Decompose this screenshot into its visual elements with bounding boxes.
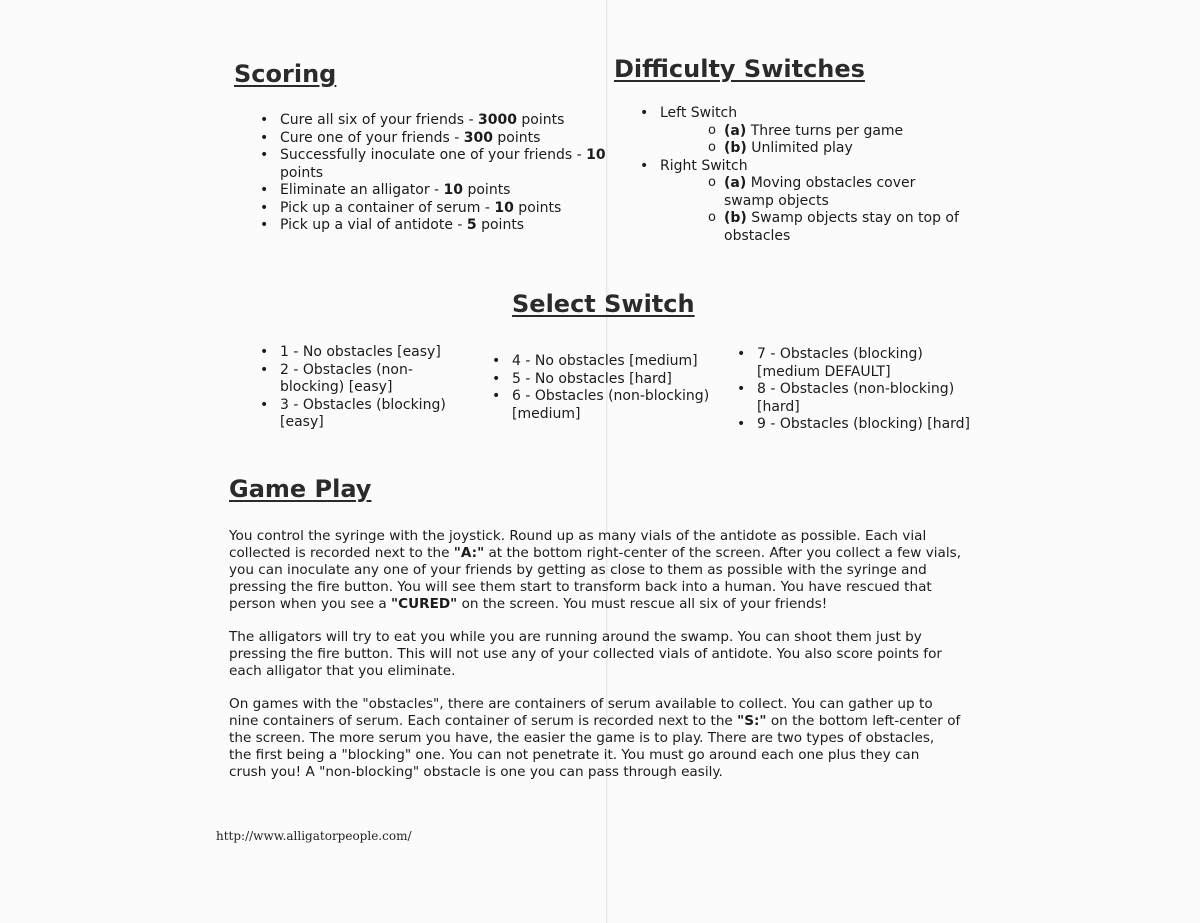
list-item: • 5 - No obstacles [hard] bbox=[492, 371, 712, 389]
select-col-3 bbox=[737, 346, 977, 434]
list-item: • Eliminate an alligator - 10 points bbox=[260, 182, 608, 200]
list-item: • 2 - Obstacles (non-blocking) [easy] bbox=[260, 362, 460, 397]
list-item: • Pick up a container of serum - 10 points bbox=[260, 200, 608, 218]
list-item: • 7 - Obstacles (blocking) [medium DEFAULT] bbox=[737, 346, 977, 381]
list-item: • 8 - Obstacles (non-blocking) [hard] bbox=[737, 381, 977, 416]
select-col-1 bbox=[260, 344, 460, 432]
list-item: • 6 - Obstacles (non-blocking) [medium] bbox=[492, 388, 712, 423]
difficulty-list bbox=[640, 105, 960, 245]
list-item: • Successfully inoculate one of your friends - 10 points bbox=[260, 147, 608, 182]
footer-url: http://www.alligatorpeople.com/ bbox=[216, 829, 412, 843]
list-item: o (b) Swamp objects stay on top of obstacles bbox=[708, 210, 960, 245]
left-switch-options bbox=[660, 123, 960, 158]
right-switch-options bbox=[660, 175, 960, 245]
select-col-2 bbox=[492, 353, 712, 423]
list-item: • 3 - Obstacles (blocking) [easy] bbox=[260, 397, 460, 432]
scoring-heading: Scoring bbox=[234, 60, 337, 88]
difficulty-heading: Difficulty Switches bbox=[614, 55, 865, 83]
list-item: • Pick up a vial of antidote - 5 points bbox=[260, 217, 608, 235]
list-item: • 1 - No obstacles [easy] bbox=[260, 344, 460, 362]
list-item: • Cure one of your friends - 300 points bbox=[260, 130, 608, 148]
right-switch-item: • Right Switch o (a) Moving obstacles cover swamp objects o (b) Swamp objects stay on top of obstacles bbox=[640, 158, 960, 246]
scoring-list bbox=[260, 112, 608, 235]
game-play-paragraph-1: You control the syringe with the joystick. Round up as many vials of the antidote as possible. Each vial collected is recorded next to the "A:" at the bottom right-center of the screen. After you collect a few vials, you can inoculate any one of your friends by getting as close to them as possible with the syringe and pressing the fire button. You will see them start to transform back into a human. You have rescued that person when you see a "CURED" on the screen. You must rescue all six of your friends! bbox=[229, 528, 962, 612]
list-item: • 4 - No obstacles [medium] bbox=[492, 353, 712, 371]
game-play-heading: Game Play bbox=[229, 475, 372, 503]
list-item: • 9 - Obstacles (blocking) [hard] bbox=[737, 416, 977, 434]
select-switch-heading: Select Switch bbox=[512, 290, 695, 318]
list-item: • Cure all six of your friends - 3000 points bbox=[260, 112, 608, 130]
game-play-paragraph-3: On games with the "obstacles", there are containers of serum available to collect. You can gather up to nine containers of serum. Each container of serum is recorded next to the "S:" on the bottom left-center of the screen. The more serum you have, the easier the game is to play. There are two types of obstacles, the first being a "blocking" one. You can not penetrate it. You must go around each one plus they can crush you! A "non-blocking" obstacle is one you can pass through easily. bbox=[229, 696, 961, 780]
game-play-paragraph-2: The alligators will try to eat you while you are running around the swamp. You can shoot them just by pressing the fire button. This will not use any of your collected vials of antidote. You also score points for each alligator that you eliminate. bbox=[229, 629, 942, 679]
list-item: o (b) Unlimited play bbox=[708, 140, 960, 158]
list-item: o (a) Moving obstacles cover swamp objects bbox=[708, 175, 960, 210]
list-item: o (a) Three turns per game bbox=[708, 123, 960, 141]
left-switch-item: • Left Switch o (a) Three turns per game o (b) Unlimited play bbox=[640, 105, 960, 158]
